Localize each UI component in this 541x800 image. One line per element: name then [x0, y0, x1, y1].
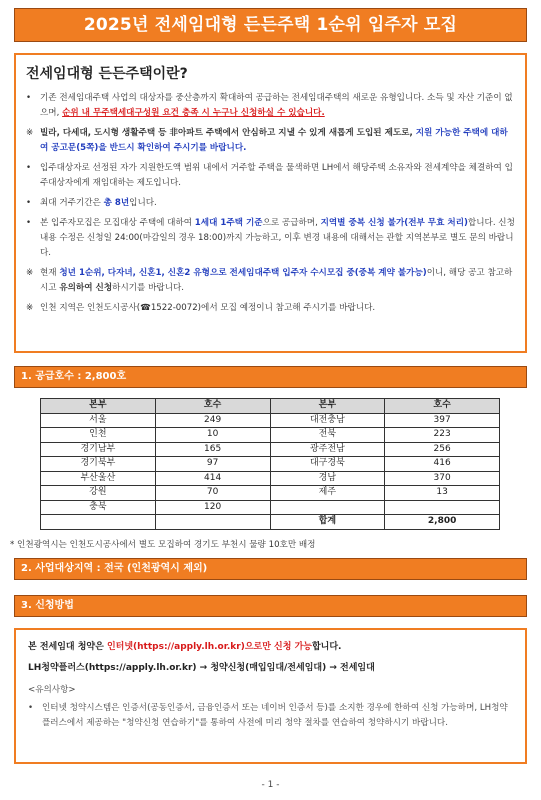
apply-url-highlight: 인터넷(https://apply.lh.or.kr)으로만 신청 가능: [106, 642, 312, 652]
intro-paragraph-4: • 최대 거주기간은 총 8년입니다.: [26, 196, 515, 211]
reference-mark-icon: ※: [26, 268, 34, 278]
caution-paragraph: • 인터넷 청약시스템은 인증서(공동인증서, 금융인증서 또는 네이버 인증서 등)를 소지한 경우에 한하여 신청 가능하며, LH청약플러스에서 제공하는 "청약신청 연습하기"를 통하여 사전에 미리 청약 절차를 연습하여 청약하시기 바랍니다.: [28, 703, 508, 728]
table-cell: [155, 515, 270, 530]
count-cell: 10: [155, 428, 270, 443]
header-count: 호수: [385, 399, 500, 414]
table-row: [41, 413, 500, 428]
table-note: * 인천광역시는 인천도시공사에서 별도 모집하여 경기도 부천시 물량 10호만 배정: [10, 540, 316, 550]
reference-mark-icon: ※: [26, 303, 34, 313]
supply-table: [40, 398, 500, 530]
table-cell: [41, 515, 156, 530]
table-row: [41, 428, 500, 443]
header-count: 호수: [155, 399, 270, 414]
count-cell: 256: [385, 442, 500, 457]
total-value: 2,800: [385, 515, 500, 530]
count-cell: 416: [385, 457, 500, 472]
intro-paragraph-7: ※ 인천 지역은 인천도시공사(☎1522-0072)에서 모집 예정이니 참고해 주시기를 바랍니다.: [26, 301, 515, 316]
apply-online-notice: 본 전세임대 청약은 인터넷(https://apply.lh.or.kr)으로만 신청 가능합니다.: [28, 642, 342, 652]
bullet-icon: •: [26, 93, 32, 103]
table-header-row: [41, 399, 500, 414]
count-cell: 397: [385, 413, 500, 428]
region-cell: [270, 500, 385, 515]
intro-paragraph-3: • 입주대상자로 선정된 자가 지원한도액 범위 내에서 거주할 주택을 물색하면 LH에서 해당주택 소유자와 전세계약을 체결하여 입주대상자에게 재임대하는 제도입니다.: [26, 163, 513, 188]
bullet-icon: •: [26, 218, 32, 228]
table-row: [41, 457, 500, 472]
region-cell: 충북: [41, 500, 156, 515]
apply-path: LH청약플러스(https://apply.lh.or.kr) → 청약신청(매입임대/전세임대) → 전세임대: [28, 663, 375, 673]
region-cell: 전북: [270, 428, 385, 443]
application-box: [14, 628, 527, 764]
count-cell: [385, 500, 500, 515]
intro-paragraph-1: • 기존 전세임대주택 사업의 대상자를 중산층까지 확대하여 공급하는 전세임대주택의 새로운 유형입니다. 소득 및 자산 기준이 없으며, 순위 내 무주택세대구성원 요건 충족 시 누구나 신청하실 수 있습니다.: [26, 93, 513, 118]
table-total-row: [41, 515, 500, 530]
max-period-highlight: 총 8년: [103, 198, 130, 208]
bullet-icon: •: [26, 163, 32, 173]
count-cell: 97: [155, 457, 270, 472]
intro-paragraph-5: • 본 입주자모집은 모집대상 주택에 대하여 1세대 1주택 기준으로 공급하며, 지역별 중복 신청 불가(전부 무효 처리)합니다. 신청 내용 수정은 신청일 24:00(마감일의 경우 18:00)까지 가능하고, 이후 변경 내용에 대해서는 관할 지역본부로 별도 문의 바랍니다.: [26, 218, 515, 258]
table-row: [41, 486, 500, 501]
total-label: 합계: [270, 515, 385, 530]
header-region: 본부: [41, 399, 156, 414]
region-cell: 인천: [41, 428, 156, 443]
header-region: 본부: [270, 399, 385, 414]
section-supply-count: 1. 공급호수 : 2,800호: [14, 366, 527, 388]
notice-highlight: 지원 가능한 주택에 대하여 공고문(5쪽)을 반드시 확인하여 주시기를 바랍니다.: [40, 128, 508, 153]
region-cell: 대구경북: [270, 457, 385, 472]
section-application-method: 3. 신청방법: [14, 595, 527, 617]
intro-paragraph-2: ※ 빌라, 다세대, 도시형 생활주택 등 非아파트 주택에서 안심하고 지낼 수 있게 새롭게 도입된 제도로, 지원 가능한 주택에 대하여 공고문(5쪽)을 반드시 확인하여 주시기를 바랍니다.: [26, 128, 508, 153]
bullet-icon: •: [26, 198, 32, 208]
region-cell: 경기남부: [41, 442, 156, 457]
intro-box: [14, 53, 527, 353]
table-row: [41, 500, 500, 515]
page-title: 2025년 전세임대형 든든주택 1순위 입주자 모집: [14, 8, 527, 42]
region-cell: 부산울산: [41, 471, 156, 486]
count-cell: 13: [385, 486, 500, 501]
caution-title: <유의사항>: [28, 685, 76, 695]
region-cell: 제주: [270, 486, 385, 501]
count-cell: 165: [155, 442, 270, 457]
region-cell: 대전충남: [270, 413, 385, 428]
intro-paragraph-6: ※ 현재 청년 1순위, 다자녀, 신혼1, 신혼2 유형으로 전세임대주택 입주자 수시모집 중(중복 계약 불가능)이니, 해당 공고 참고하시고 유의하여 신청하시기를 바랍니다.: [26, 268, 513, 293]
table-row: [41, 471, 500, 486]
reference-mark-icon: ※: [26, 128, 34, 138]
count-cell: 370: [385, 471, 500, 486]
section-target-area: 2. 사업대상지역 : 전국 (인천광역시 제외): [14, 558, 527, 580]
count-cell: 249: [155, 413, 270, 428]
region-cell: 경기북부: [41, 457, 156, 472]
region-cell: 경남: [270, 471, 385, 486]
count-cell: 70: [155, 486, 270, 501]
region-cell: 광주전남: [270, 442, 385, 457]
page-number: - 1 -: [261, 780, 280, 790]
intro-heading: 전세임대형 든든주택이란?: [26, 66, 188, 82]
table-row: [41, 442, 500, 457]
eligibility-highlight: 순위 내 무주택세대구성원 요건 충족 시 누구나 신청하실 수 있습니다.: [62, 108, 325, 118]
count-cell: 223: [385, 428, 500, 443]
region-cell: 서울: [41, 413, 156, 428]
count-cell: 414: [155, 471, 270, 486]
count-cell: 120: [155, 500, 270, 515]
bullet-icon: •: [28, 703, 34, 713]
region-cell: 강원: [41, 486, 156, 501]
